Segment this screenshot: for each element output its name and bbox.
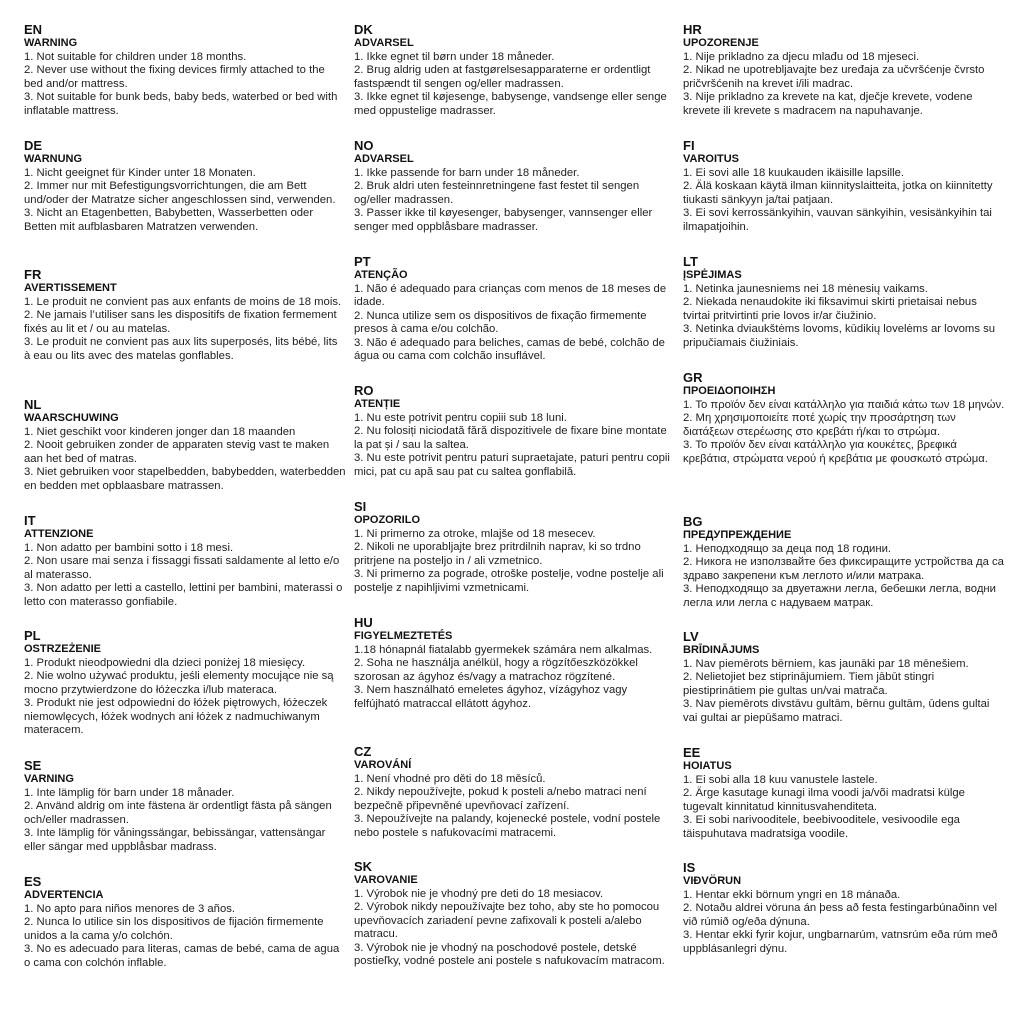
language-code: GR xyxy=(683,370,703,385)
warning-item: 3. Nem használható emeletes ágyhoz, vízágyhoz vagy felfújható matraccal ellátott ágyhoz. xyxy=(354,684,628,710)
warning-heading: WAARSCHUWING xyxy=(24,412,119,424)
warning-item: 3. Non adatto per letti a castello, lettini per bambini, materassi o letto con materasso gonfiabile. xyxy=(24,582,343,608)
warning-heading: WARNUNG xyxy=(24,153,83,165)
warning-section-lt xyxy=(683,254,1005,350)
language-code: IS xyxy=(683,860,696,875)
warning-item: 1. Ikke egnet til børn under 18 måneder. xyxy=(354,50,555,63)
warning-heading: ATTENZIONE xyxy=(24,528,94,540)
language-code: FI xyxy=(683,138,695,153)
warning-section-es xyxy=(24,874,346,970)
warning-section-si xyxy=(354,499,676,595)
warning-heading: WARNING xyxy=(24,37,78,49)
warning-heading: ΠΡΟΕΙΔΟΠΟΙΗΣΗ xyxy=(683,385,776,397)
language-code: LV xyxy=(683,629,699,644)
warning-item: 1. No apto para niños menores de 3 años. xyxy=(24,902,236,915)
warning-heading: ADVARSEL xyxy=(354,153,414,165)
warning-section-bg xyxy=(683,514,1005,610)
warning-item: 2. Nikad ne upotrebljavajte bez uređaja za učvršćenje čvrsto pričvršćenih na krevet i/ili madrac. xyxy=(683,64,985,90)
warning-item: 3. Não é adequado para beliches, camas de bebé, colchão de água ou cama com colchão insuflável. xyxy=(354,336,665,362)
warning-item: 2. Älä koskaan käytä ilman kiinnityslaitteita, jotka on kiinnitetty tiukasti sänkyyn ja/tai patjaan. xyxy=(683,180,993,206)
warning-section-ro xyxy=(354,383,676,479)
warning-item: 2. Μη χρησιμοποιείτε ποτέ χωρίς την προσάρτηση των διατάξεων στερέωσης στο κρεβάτι ή/και το στρώμα. xyxy=(683,412,956,438)
warning-heading: OSTRZEŻENIE xyxy=(24,643,102,655)
warning-section-gr xyxy=(683,370,1005,466)
warning-item: 1. Ei sovi alle 18 kuukauden ikäisille lapsille. xyxy=(683,166,905,179)
warning-heading: ĮSPĖJIMAS xyxy=(683,269,742,281)
warning-item: 2. Brug aldrig uden at fastgørelsesapparaterne er ordentligt fastspændt til sengen og/eller madrassen. xyxy=(354,64,651,90)
warning-item: 2. Nie wolno używać produktu, jeśli elementy mocujące nie są mocno przytwierdzone do łóżeczka i/lub materaca. xyxy=(24,670,334,696)
language-code: ES xyxy=(24,874,42,889)
warning-item: 2. Notaðu aldrei vöruna án þess að festa festingarbúnaðinn vel við rúmið og/eða dýnuna. xyxy=(683,902,998,928)
warning-item: 2. Niekada nenaudokite iki fiksavimui skirti prietaisai nebus tvirtai pritvirtinti prie lovos ir/ar čiužinio. xyxy=(683,296,977,322)
warning-section-is xyxy=(683,860,1005,956)
language-code: SE xyxy=(24,758,42,773)
warning-item: 3. No es adecuado para literas, camas de bebé, cama de agua o cama con colchón inflable. xyxy=(24,943,340,969)
warning-section-pt xyxy=(354,254,676,364)
warning-item: 2. Nu folosiți niciodată fără dispozitivele de fixare bine montate la pat și / sau la saltea. xyxy=(354,425,667,451)
warning-item: 2. Ne jamais l’utiliser sans les dispositifs de fixation fermement fixés au lit et / ou au matelas. xyxy=(24,309,337,335)
language-code: SK xyxy=(354,859,373,874)
warning-item: 3. Niet gebruiken voor stapelbedden, babybedden, waterbedden en bedden met opblaasbare matrassen. xyxy=(24,466,346,492)
warning-section-no xyxy=(354,138,676,234)
warning-item: 1. Není vhodné pro děti do 18 měsíců. xyxy=(354,772,546,785)
warning-section-lv xyxy=(683,629,1005,725)
language-code: HU xyxy=(354,615,373,630)
warning-item: 2. Nooit gebruiken zonder de apparaten stevig vast te maken aan het bed of matras. xyxy=(24,439,330,465)
warning-item: 1. Inte lämplig för barn under 18 månader. xyxy=(24,786,235,799)
warning-section-sk xyxy=(354,859,676,969)
language-code: IT xyxy=(24,513,36,528)
language-code: DE xyxy=(24,138,43,153)
warning-item: 2. Immer nur mit Befestigungsvorrichtungen, die am Bett und/oder der Matratze sicher angeschlossen sind, verwenden. xyxy=(24,180,336,206)
language-code: EN xyxy=(24,22,43,37)
warning-item: 3. Неподходящо за двуетажни легла, бебешки легла, водни легла или легла с надуваем матрак. xyxy=(683,583,996,609)
warning-item: 1. Nicht geeignet für Kinder unter 18 Monaten. xyxy=(24,166,256,179)
warning-item: 3. Ikke egnet til køjesenge, babysenge, vandsenge eller senge med oppustelige madrasser. xyxy=(354,91,667,117)
warning-section-ee xyxy=(683,745,1005,841)
language-code: BG xyxy=(683,514,703,529)
warning-section-dk xyxy=(354,22,676,118)
warning-item: 2. Nikdy nepoužívejte, pokud k posteli a/nebo matraci není bezpečně připevněné upevňovací zařízení. xyxy=(354,786,647,812)
warning-item: 1. Ikke passende for barn under 18 måneder. xyxy=(354,166,580,179)
warning-item: 3. Produkt nie jest odpowiedni do łóżek piętrowych, łóżeczek niemowlęcych, łóżek wodnych ani łóżek z nadmuchiwanym materacem. xyxy=(24,697,328,736)
warning-section-fr xyxy=(24,267,346,363)
language-code: PL xyxy=(24,628,41,643)
warning-item: 1. Το προϊόν δεν είναι κατάλληλο για παιδιά κάτω των 18 μηνών. xyxy=(683,398,1005,411)
warning-item: 1. Niet geschikt voor kinderen jonger dan 18 maanden xyxy=(24,425,296,438)
warning-section-it xyxy=(24,513,346,609)
warning-heading: HOIATUS xyxy=(683,760,732,772)
warning-item: 3. Nije prikladno za krevete na kat, dječje krevete, vodene krevete ili krevete s madracem na napuhavanje. xyxy=(683,91,973,117)
warning-item: 1. Hentar ekki börnum yngri en 18 mánaða. xyxy=(683,888,901,901)
warning-item: 2. Använd aldrig om inte fästena är ordentligt fästa på sängen och/eller madrassen. xyxy=(24,800,332,826)
warning-section-hu xyxy=(354,615,676,711)
warning-item: 3. Výrobok nie je vhodný na poschodové postele, detské postieľky, vodné postele ani postele s nafukovacím matracom. xyxy=(354,941,665,967)
warning-item: 3. Ni primerno za pograde, otroške postelje, vodne postelje ali postelje z napihljivimi vzmetnicami. xyxy=(354,568,664,594)
warning-section-en xyxy=(24,22,346,118)
warning-item: 1. Produkt nieodpowiedni dla dzieci poniżej 18 miesięcy. xyxy=(24,656,306,669)
warning-heading: VAROVÁNÍ xyxy=(354,759,412,771)
warning-item: 1. Ni primerno za otroke, mlajše od 18 mesecev. xyxy=(354,527,596,540)
warning-item: 1. Nu este potrivit pentru copiii sub 18 luni. xyxy=(354,411,567,424)
warning-heading: ATENȚIE xyxy=(354,398,401,410)
warning-item: 3. Το προϊόν δεν είναι κατάλληλο για κουκέτες, βρεφικά κρεβάτια, στρώματα νερού ή κρεβάτια με φουσκωτό στρώμα. xyxy=(683,439,988,465)
warning-item: 2. Non usare mai senza i fissaggi fissati saldamente al letto e/o al materasso. xyxy=(24,555,340,581)
warning-heading: OPOZORILO xyxy=(354,514,420,526)
warning-section-hr xyxy=(683,22,1005,118)
warning-item: 1. Неподходящо за деца под 18 години. xyxy=(683,542,892,555)
warning-item: 3. Ei sovi kerrossänkyihin, vauvan sänkyihin, vesisänkyihin tai ilmapatjoihin. xyxy=(683,207,992,233)
warning-section-nl xyxy=(24,397,346,493)
language-code: HR xyxy=(683,22,702,37)
warning-item: 3. Passer ikke til køyesenger, babysenger, vannsenger eller senger med oppblåsbare madrasser. xyxy=(354,207,653,233)
warning-item: 1. Ei sobi alla 18 kuu vanustele lastele. xyxy=(683,773,878,786)
warning-item: 1. Nav piemērots bērniem, kas jaunāki par 18 mēnešiem. xyxy=(683,657,969,670)
warning-heading: VARNING xyxy=(24,773,74,785)
warning-item: 1. Výrobok nie je vhodný pre deti do 18 mesiacov. xyxy=(354,887,604,900)
language-code: PT xyxy=(354,254,371,269)
warning-item: 3. Netinka dviaukštėms lovoms, kūdikių lovelėms ar lovoms su pripučiamais čiužiniais. xyxy=(683,323,996,349)
warning-item: 2. Bruk aldri uten festeinnretningene fast festet til sengen og/eller madrassen. xyxy=(354,180,640,206)
warning-item: 3. Nicht an Etagenbetten, Babybetten, Wasserbetten oder Betten mit aufblasbaren Matratzen verwenden. xyxy=(24,207,314,233)
warning-section-fi xyxy=(683,138,1005,234)
warning-item: 3. Ei sobi narivooditele, beebivooditele, vesivoodile ega täispuhutava madratsiga voodile. xyxy=(683,814,960,840)
language-code: RO xyxy=(354,383,374,398)
language-code: EE xyxy=(683,745,701,760)
warning-item: 3. Not suitable for bunk beds, baby beds, waterbed or bed with inflatable mattress. xyxy=(24,91,338,117)
language-code: FR xyxy=(24,267,42,282)
language-code: DK xyxy=(354,22,373,37)
warning-heading: UPOZORENJE xyxy=(683,37,759,49)
warning-item: 1. Non adatto per bambini sotto i 18 mesi. xyxy=(24,541,234,554)
warning-item: 2. Výrobok nikdy nepoužívajte bez toho, aby ste ho pomocou upevňovacích zariadení pevne zafixovali k posteli a/alebo matracu. xyxy=(354,901,660,940)
language-code: CZ xyxy=(354,744,372,759)
warning-item: 1. Não é adequado para crianças com menos de 18 meses de idade. xyxy=(354,282,667,308)
warning-heading: ПРЕДУПРЕЖДЕНИЕ xyxy=(683,529,792,541)
warning-item: 1. Netinka jaunesniems nei 18 mėnesių vaikams. xyxy=(683,282,928,295)
warning-item: 3. Hentar ekki fyrir kojur, ungbarnarúm, vatnsrúm eða rúm með uppblásanlegri dýnu. xyxy=(683,929,998,955)
warning-item: 2. Soha ne használja anélkül, hogy a rögzítőeszközökkel szorosan az ágyhoz és/vagy a matrachoz rögzítené. xyxy=(354,657,638,683)
warning-item: 1.18 hónapnál fiatalabb gyermekek számára nem alkalmas. xyxy=(354,643,653,656)
warning-item: 2. Никога не използвайте без фиксиращите устройства да са здраво закрепени към леглото и/или матрака. xyxy=(683,556,1004,582)
language-code: LT xyxy=(683,254,698,269)
warning-section-pl xyxy=(24,628,346,738)
warning-heading: VAROVANIE xyxy=(354,874,418,886)
warning-heading: VIÐVÖRUN xyxy=(683,875,742,887)
language-code: NO xyxy=(354,138,374,153)
warning-item: 1. Le produit ne convient pas aux enfants de moins de 18 mois. xyxy=(24,295,342,308)
warning-section-cz xyxy=(354,744,676,840)
warning-item: 3. Nav piemērots divstāvu gultām, bērnu gultām, ūdens gultai vai gultai ar piepūšamo matraci. xyxy=(683,698,990,724)
warning-heading: VAROITUS xyxy=(683,153,740,165)
warning-heading: ADVARSEL xyxy=(354,37,414,49)
warning-item: 1. Not suitable for children under 18 months. xyxy=(24,50,247,63)
warning-heading: AVERTISSEMENT xyxy=(24,282,117,294)
warning-item: 1. Nije prikladno za djecu mlađu od 18 mjeseci. xyxy=(683,50,920,63)
warning-item: 3. Nu este potrivit pentru paturi supraetajate, paturi pentru copii mici, pat cu apă sau pat cu saltea gonflabilă. xyxy=(354,452,670,478)
warning-item: 3. Le produit ne convient pas aux lits superposés, lits bébé, lits à eau ou lits avec des matelas gonflables. xyxy=(24,336,338,362)
warning-section-de xyxy=(24,138,346,234)
warning-heading: ADVERTENCIA xyxy=(24,889,104,901)
language-code: NL xyxy=(24,397,42,412)
warning-item: 2. Nunca utilize sem os dispositivos de fixação firmemente presos à cama e/ou colchão. xyxy=(354,309,647,335)
warning-heading: FIGYELMEZTETÉS xyxy=(354,630,453,642)
warning-item: 2. Nikoli ne uporabljajte brez pritrdilnih naprav, ki so trdno pritrjene na posteljo in / ali vzmetnico. xyxy=(354,541,641,567)
warning-heading: BRĪDINĀJUMS xyxy=(683,644,760,656)
warning-item: 3. Nepoužívejte na palandy, kojenecké postele, vodní postele nebo postele s nafukovacími matracemi. xyxy=(354,813,661,839)
warning-item: 2. Ärge kasutage kunagi ilma voodi ja/või madratsi külge tugevalt kinnitatud kinnitusvahenditeta. xyxy=(683,787,965,813)
warning-heading: ATENÇÃO xyxy=(354,269,408,281)
warning-section-se xyxy=(24,758,346,854)
warning-item: 2. Nelietojiet bez stiprinājumiem. Tiem jābūt stingri piestiprinātiem pie gultas un/vai matrača. xyxy=(683,671,935,697)
warning-item: 3. Inte lämplig för våningssängar, bebissängar, vattensängar eller sängar med uppblåsbar madrass. xyxy=(24,827,326,853)
warning-item: 2. Never use without the fixing devices firmly attached to the bed and/or mattress. xyxy=(24,64,325,90)
language-code: SI xyxy=(354,499,367,514)
warning-item: 2. Nunca lo utilice sin los dispositivos de fijación firmemente unidos a la cama y/o colchón. xyxy=(24,916,324,942)
